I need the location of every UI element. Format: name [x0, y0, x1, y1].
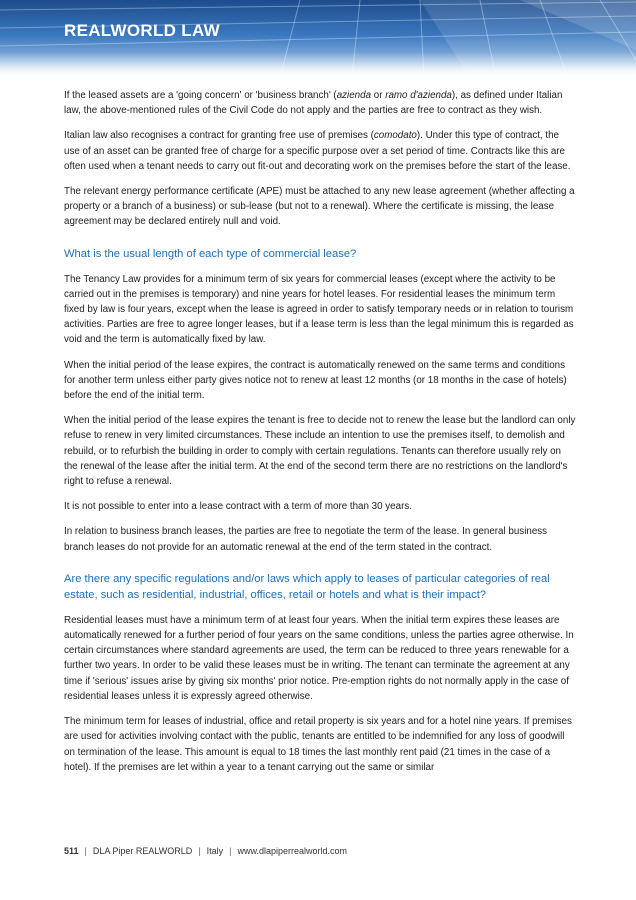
footer-separator: |: [229, 846, 232, 856]
page-footer: [64, 846, 347, 856]
footer-separator: |: [84, 846, 87, 856]
paragraph-refuse-renewal: When the initial period of the lease expires the tenant is free to decide not to renew the lease but the landlord can only refuse to renew in very limited circumstances. These include an intention to use the premises itself, to demolish and rebuild, or to refurbish the building in order to comply with certain regulations. Tenants can therefore usually rely on the renewal of the lease after the initial term. At the end of the second term there are no restrictions on the landlord's right to refuse a renewal.: [64, 415, 576, 488]
footer-separator: |: [198, 846, 201, 856]
footer-country: Italy: [206, 846, 224, 856]
heading-specific-regulations: Are there any specific regulations and/or laws which apply to leases of particular categories of real estate, such as residential, industrial, offices, retail or hotels and what is their impact?: [64, 572, 550, 601]
paragraph-residential: Residential leases must have a minimum term of at least four years. When the initial term expires these leases are automatically renewed for a further period of four years on the same conditions, unless the parties agree otherwise. In certain circumstances where standard agreements are used, the term can be reduced to three years renewable for a further two years. In order to be valid these leases must be in writing. The tenant can terminate the agreement at any time if 'serious' issues arise by giving six months' prior notice. Pre-emption rights do not normally apply in the case of residential leases unless it is expressly agreed otherwise.: [64, 614, 574, 702]
heading-lease-length: What is the usual length of each type of commercial lease?: [64, 247, 357, 260]
paragraph-business-branch: In relation to business branch leases, the parties are free to negotiate the term of the lease. In general business branch leases do not provide for an automatic renewal at the end of the term stated in the contract.: [64, 526, 548, 553]
footer-website-link[interactable]: www.dlapiperrealworld.com: [237, 846, 347, 856]
paragraph-renewal: When the initial period of the lease expires, the contract is automatically renewed on the same terms and conditions for another term unless either party gives notice not to renew at least 12 months (or 18 months in the case of hotels) before the end of the initial term.: [64, 359, 567, 402]
brand-title: REALWORLD LAW: [64, 21, 220, 40]
page-number: 511: [64, 846, 79, 856]
banner-fade: [0, 52, 636, 78]
paragraph-commercial-minimum: The minimum term for leases of industrial, office and retail property is six years and for a hotel nine years. If premises are used for activities involving contact with the public, tenants are entitled to be indemnified for any loss of goodwill on termination of the lease. This amount is equal to 18 times the last monthly rent paid (21 times in the case of a hotel). If the premises are let within a year to a tenant carrying out the same or similar: [64, 716, 572, 773]
paragraph-comodato: Italian law also recognises a contract for granting free use of premises (comodato). Under this type of contract, the use of an asset can be granted free of charge for a specific purpose over a set period of time. Contracts like this are often used when a tenant needs to carry out fit-out and decorating work on the premises before the start of the lease.: [64, 130, 571, 172]
paragraph-tenancy-law: The Tenancy Law provides for a minimum term of six years for commercial leases (except where the activity to be carried out in the premises is temporary) and nine years for hotel leases. For residential leases the minimum term fixed by law is four years, except when the lease is agreed in order to satisfy temporary needs or in relation to tourism activities. Parties are free to agree longer leases, but if a lease term is less than the legal minimum this is regarded as void and the term is automatically fixed by law.: [64, 273, 574, 346]
header-banner: [0, 0, 636, 78]
paragraph-going-concern: If the leased assets are a 'going concern' or 'business branch' (azienda or ramo d'azienda), as defined under Italian law, the above-mentioned rules of the Civil Code do not apply and the parties are free to contract as they wish.: [64, 90, 563, 117]
footer-publication: DLA Piper REALWORLD: [92, 846, 193, 856]
paragraph-max-term: It is not possible to enter into a lease contract with a term of more than 30 years.: [64, 501, 412, 513]
paragraph-energy-certificate: The relevant energy performance certificate (APE) must be attached to any new lease agreement (whether affecting a property or a branch of a business) or sub-lease (but not to a renewal). Where the certificate is missing, the lease agreement may be declared entirely null and void.: [64, 186, 575, 228]
article-body: [64, 88, 576, 785]
